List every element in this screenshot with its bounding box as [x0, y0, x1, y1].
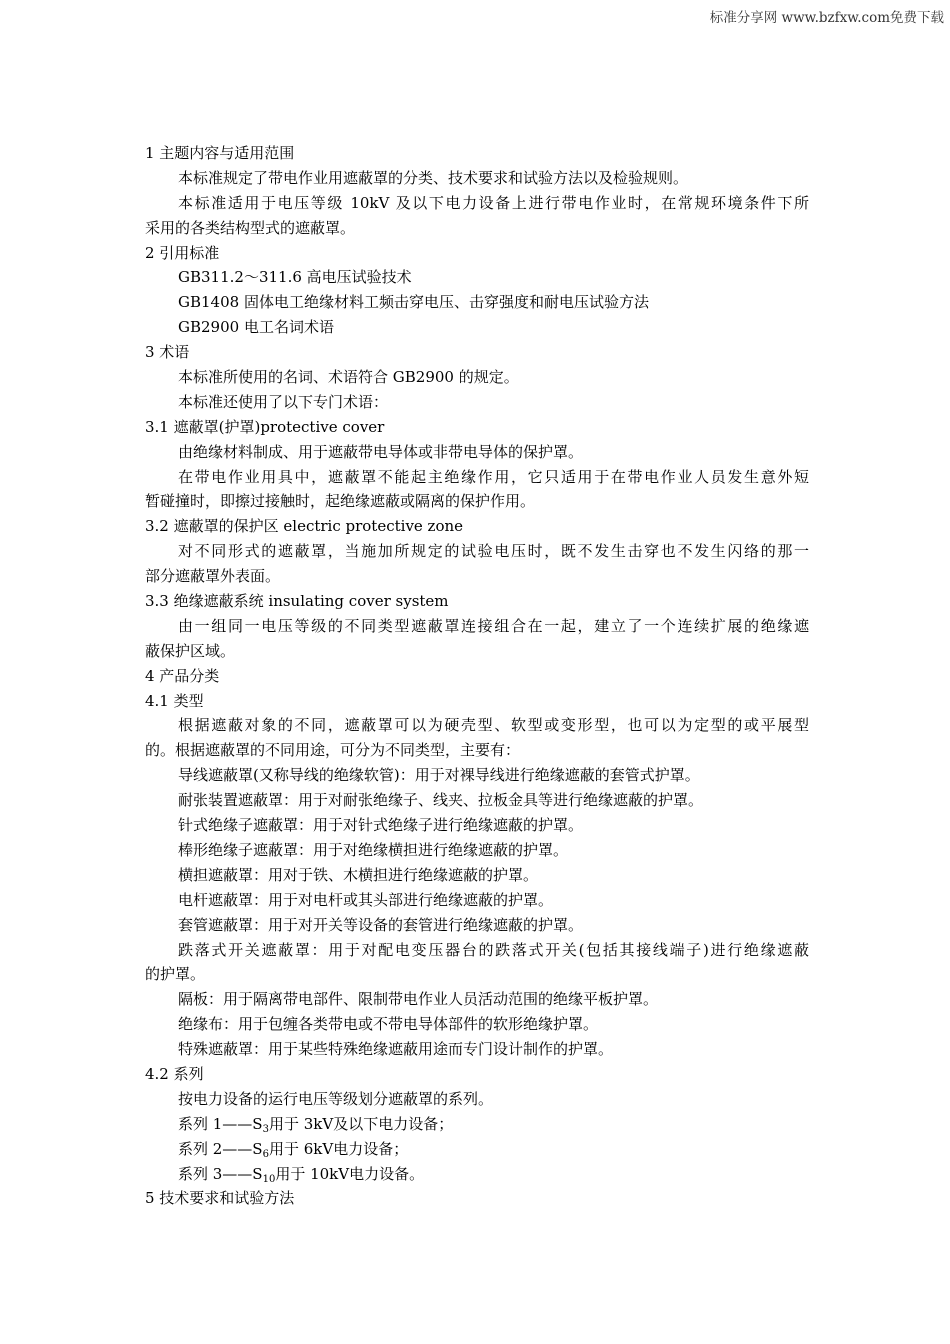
- section-2-heading: 2 引用标准: [145, 243, 220, 262]
- series-label: 系列 2——S: [178, 1139, 263, 1158]
- type-item-continuation: 的护罩。: [145, 965, 206, 984]
- series-desc: 用于 6kV电力设备；: [268, 1139, 409, 1158]
- type-item: 针式绝缘子遮蔽罩：用于对针式绝缘子进行绝缘遮蔽的护罩。: [178, 816, 584, 835]
- section-3-3-heading: 3.3 绝缘遮蔽系统 insulating cover system: [145, 592, 449, 611]
- series-item: [145, 1112, 809, 1137]
- series-subscript: 3: [262, 1123, 269, 1135]
- type-item: 耐张装置遮蔽罩：用于对耐张绝缘子、线夹、拉板金具等进行绝缘遮蔽的护罩。: [178, 791, 704, 810]
- reference-item: GB311.2～311.6 高电压试验技术: [178, 268, 412, 287]
- section-3-1-heading: 3.1 遮蔽罩(护罩)protective cover: [145, 417, 385, 436]
- reference-item: GB2900 电工名词术语: [178, 318, 334, 337]
- series-subscript: 10: [262, 1173, 276, 1185]
- series-item: [145, 1137, 809, 1162]
- type-item: 隔板：用于隔离带电部件、限制带电作业人员活动范围的绝缘平板护罩。: [178, 990, 659, 1009]
- paragraph-continuation: 蔽保护区域。: [145, 641, 236, 660]
- paragraph: 本标准规定了带电作业用遮蔽罩的分类、技术要求和试验方法以及检验规则。: [178, 168, 689, 187]
- paragraph-continuation: 部分遮蔽罩外表面。: [145, 567, 281, 586]
- section-4-heading: 4 产品分类: [145, 666, 220, 685]
- section-4-1-heading: 4.1 类型: [145, 691, 204, 710]
- paragraph: 本标准所使用的名词、术语符合 GB2900 的规定。: [178, 368, 519, 387]
- type-item: 棒形绝缘子遮蔽罩：用于对绝缘横担进行绝缘遮蔽的护罩。: [178, 840, 569, 859]
- section-3-heading: 3 术语: [145, 343, 190, 362]
- series-label: 系列 3——S: [178, 1164, 263, 1183]
- type-item: 横担遮蔽罩：用对于铁、木横担进行绝缘遮蔽的护罩。: [178, 865, 539, 884]
- section-5-heading: 5 技术要求和试验方法: [145, 1189, 295, 1208]
- paragraph: 根据遮蔽对象的不同，遮蔽罩可以为硬壳型、软型或变形型，也可以为定型的或平展型: [178, 716, 809, 735]
- watermark: 标准分享网 www.bzfxw.com免费下载: [709, 10, 944, 26]
- type-item: 绝缘布：用于包缠各类带电或不带电导体部件的软形绝缘护罩。: [178, 1015, 599, 1034]
- paragraph: 由一组同一电压等级的不同类型遮蔽罩连接组合在一起，建立了一个连续扩展的绝缘遮: [178, 616, 809, 635]
- type-item: 套管遮蔽罩：用于对开关等设备的套管进行绝缘遮蔽的护罩。: [178, 915, 584, 934]
- series-desc: 用于 3kV及以下电力设备；: [268, 1114, 454, 1133]
- type-item: 电杆遮蔽罩：用于对电杆或其头部进行绝缘遮蔽的护罩。: [178, 890, 554, 909]
- type-item: 特殊遮蔽罩：用于某些特殊绝缘遮蔽用途而专门设计制作的护罩。: [178, 1040, 614, 1059]
- series-desc: 用于 10kV电力设备。: [275, 1164, 425, 1183]
- series-label: 系列 1——S: [178, 1114, 263, 1133]
- series-item: [145, 1162, 809, 1187]
- type-item: 导线遮蔽罩(又称导线的绝缘软管)：用于对裸导线进行绝缘遮蔽的套管式护罩。: [178, 766, 700, 785]
- paragraph: 由绝缘材料制成、用于遮蔽带电导体或非带电导体的保护罩。: [178, 442, 584, 461]
- series-subscript: 6: [262, 1148, 269, 1160]
- reference-item: GB1408 固体电工绝缘材料工频击穿电压、击穿强度和耐电压试验方法: [178, 293, 649, 312]
- paragraph: 本标准还使用了以下专门术语：: [178, 392, 389, 411]
- type-item: 跌落式开关遮蔽罩：用于对配电变压器台的跌落式开关(包括其接线端子)进行绝缘遮蔽: [178, 940, 809, 959]
- document-body: [145, 141, 809, 1211]
- section-1-heading: 1 主题内容与适用范围: [145, 144, 295, 162]
- paragraph: 对不同形式的遮蔽罩，当施加所规定的试验电压时，既不发生击穿也不发生闪络的那一: [178, 542, 809, 561]
- section-4-2-heading: 4.2 系列: [145, 1064, 204, 1083]
- paragraph: 按电力设备的运行电压等级划分遮蔽罩的系列。: [178, 1089, 494, 1108]
- paragraph-continuation: 采用的各类结构型式的遮蔽罩。: [145, 218, 356, 237]
- paragraph: 在带电作业用具中，遮蔽罩不能起主绝缘作用，它只适用于在带电作业人员发生意外短: [178, 467, 809, 486]
- paragraph-continuation: 的。根据遮蔽罩的不同用途，可分为不同类型，主要有：: [145, 741, 521, 760]
- section-3-2-heading: 3.2 遮蔽罩的保护区 electric protective zone: [145, 517, 464, 536]
- paragraph: 本标准适用于电压等级 10kV 及以下电力设备上进行带电作业时，在常规环境条件下所: [178, 193, 809, 212]
- paragraph-continuation: 暂碰撞时，即擦过接触时，起绝缘遮蔽或隔离的保护作用。: [145, 492, 536, 511]
